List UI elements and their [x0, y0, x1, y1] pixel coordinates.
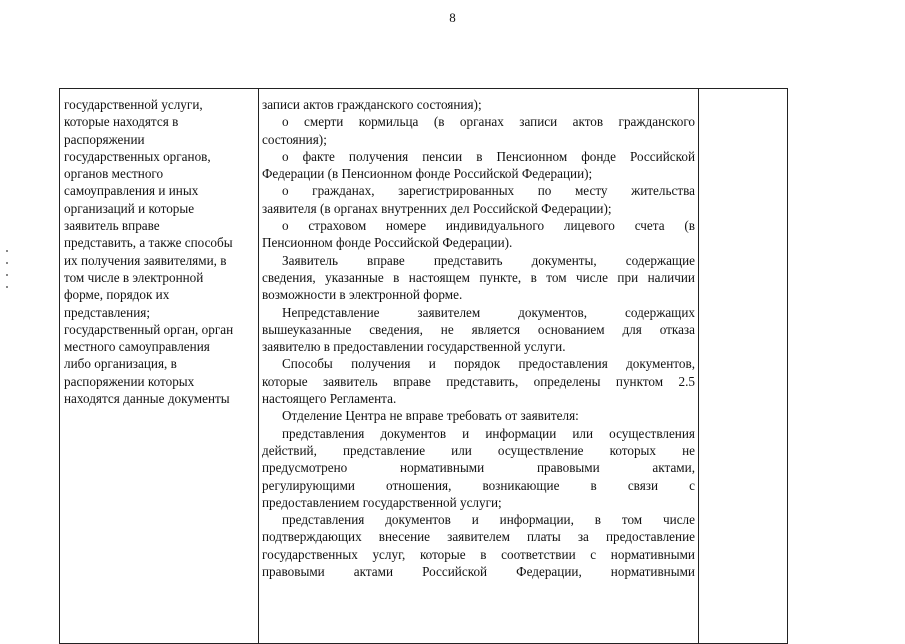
middle-cell-line: настоящего Регламента. — [262, 391, 397, 407]
left-cell-line: форме, порядок их — [64, 287, 170, 303]
page-number: 8 — [449, 10, 456, 25]
left-cell-line: государственной услуги, — [64, 97, 203, 112]
middle-cell-line: состояния); — [262, 131, 327, 147]
middle-cell-line: Отделение Центра не вправе требовать от заявителя: — [282, 408, 579, 424]
left-cell-line: организаций и которые — [64, 200, 195, 216]
middle-cell-line: действий, представление или осуществление которых не — [262, 442, 695, 458]
middle-cell-line: предоставлением государственной услуги; — [262, 494, 502, 510]
middle-cell-line: подтверждающих внесение заявителем платы за предоставление — [262, 529, 695, 545]
left-cell — [60, 89, 259, 644]
middle-cell-line: записи актов гражданского состояния); — [262, 97, 482, 112]
middle-cell-line: заявителя (в органах внутренних дел Российской Федерации); — [262, 200, 612, 216]
left-cell-line: местного самоуправления — [64, 339, 210, 355]
left-cell-line: находятся данные документы — [64, 391, 230, 407]
middle-cell-line: Заявитель вправе представить документы, содержащие — [282, 252, 695, 268]
middle-cell-line: государственных услуг, которые в соответствии с нормативными — [262, 546, 695, 562]
middle-cell-line: о факте получения пенсии в Пенсионном фонде Российской — [282, 148, 695, 164]
left-cell-line: органов местного — [64, 166, 164, 182]
left-cell-line: которые находятся в — [64, 114, 179, 130]
middle-cell-text — [259, 89, 698, 580]
left-cell-line: самоуправления и иных — [64, 183, 199, 199]
middle-cell-line: о смерти кормильца (в органах записи актов гражданского — [282, 114, 695, 130]
middle-cell-line: Федерации (в Пенсионном фонде Российской Федерации); — [262, 166, 593, 182]
middle-cell-line: сведения, указанные в настоящем пункте, в том числе при наличии — [262, 269, 695, 285]
middle-cell-line: Способы получения и порядок предоставления документов, — [282, 356, 695, 372]
middle-cell-line: представления документов и информации или осуществления — [282, 425, 695, 441]
left-cell-line: государственный орган, орган — [64, 321, 234, 337]
left-cell-line: заявитель вправе — [64, 218, 160, 234]
right-cell — [699, 89, 788, 644]
middle-cell-line: о гражданах, зарегистрированных по месту жительства — [282, 183, 695, 199]
left-cell-line: их получения заявителями, в — [64, 252, 227, 268]
middle-cell-line: заявителю в предоставлении государственной услуги. — [262, 339, 566, 355]
left-cell-line: распоряжении которых — [64, 373, 195, 389]
left-cell-line: представления; — [64, 304, 151, 320]
middle-cell-line: Пенсионном фонде Российской Федерации). — [262, 235, 513, 251]
left-cell-line: государственных органов, — [64, 148, 211, 164]
middle-cell — [259, 89, 699, 644]
middle-cell-line: вышеуказанные сведения, не является основанием для отказа — [262, 321, 695, 337]
left-cell-line: представить, а также способы — [64, 235, 233, 251]
left-cell-line: том числе в электронной — [64, 269, 204, 285]
table-row — [60, 89, 788, 644]
middle-cell-line: Непредставление заявителем документов, содержащих — [282, 304, 695, 320]
middle-cell-line: предусмотрено нормативными правовыми актами, — [262, 460, 695, 476]
left-cell-text — [60, 89, 258, 407]
middle-cell-line: правовыми актами Российской Федерации, нормативными — [262, 564, 695, 580]
middle-cell-line: представления документов и информации, в том числе — [282, 512, 695, 528]
middle-cell-line: регулирующими отношения, возникающие в связи с — [262, 477, 695, 493]
left-cell-line: распоряжении — [64, 131, 145, 147]
document-table — [59, 88, 788, 644]
binder-marks — [6, 250, 8, 298]
middle-cell-line: возможности в электронной форме. — [262, 287, 463, 303]
middle-cell-line: о страховом номере индивидуального лицевого счета (в — [282, 218, 695, 234]
middle-cell-line: которые заявитель вправе представить, определены пунктом 2.5 — [262, 373, 695, 389]
left-cell-line: либо организация, в — [64, 356, 177, 372]
